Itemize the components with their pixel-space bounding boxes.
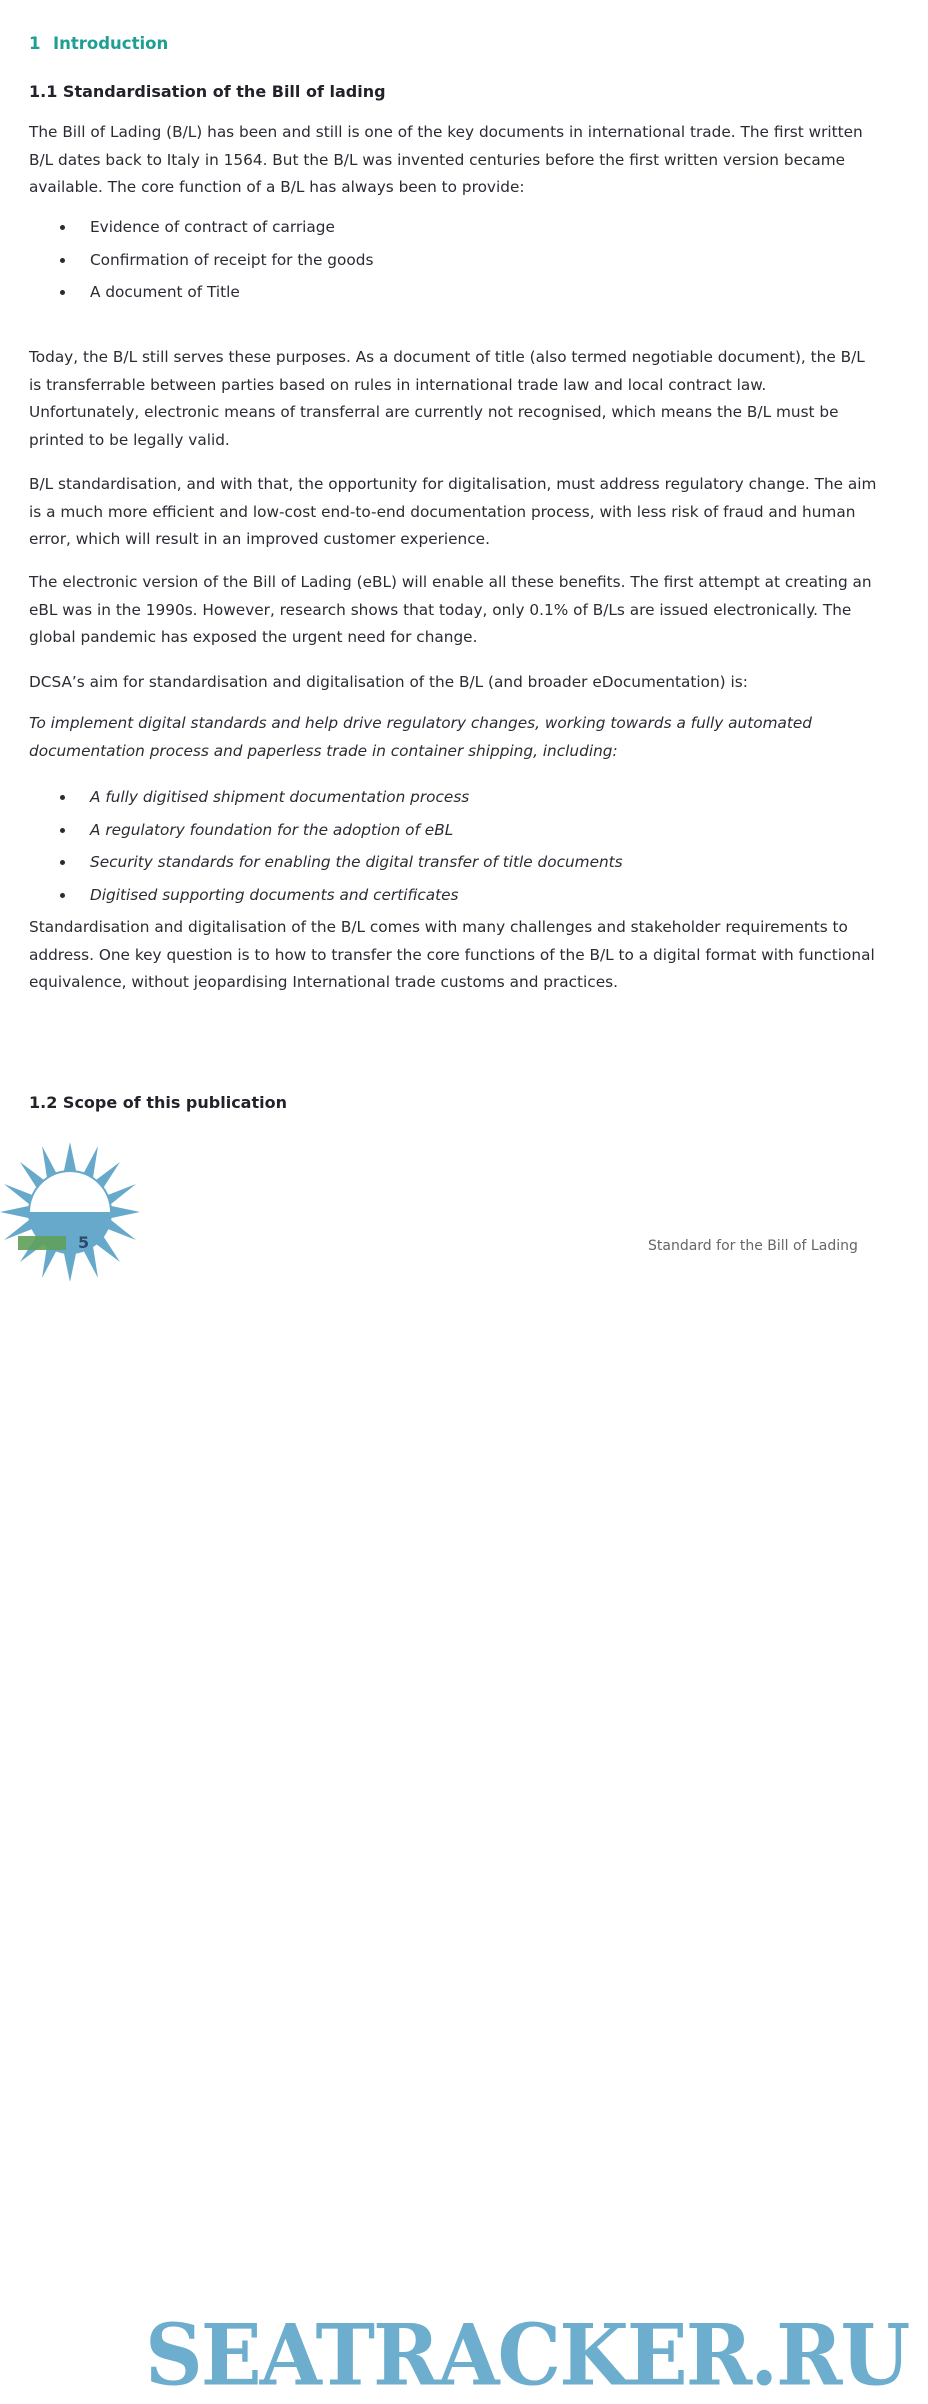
paragraph-4: The electronic version of the Bill of Lading (eBL) will enable all these benefits. The first attempt at creating an eBL was in the 1990s. However, research shows that today, only 0.1% of B/Ls are issued electronically. The global pandemic has exposed the urgent need for change. [29,573,872,646]
paragraph-3: B/L standardisation, and with that, the opportunity for digitalisation, must address regulatory change. The aim is a much more efficient and low-cost end-to-end documentation process, with less risk of fraud and human error, which will result in an improved customer experience. [29,475,877,548]
paragraph-2: Today, the B/L still serves these purposes. As a document of title (also termed negotiable document), the B/L is transferrable between parties based on rules in international trade law and local contract law. Unfortunately, electronic means of transferral are currently not recognised, which means the B/L must be printed to be legally valid. [29,348,865,449]
page-footer [0,1140,928,2404]
bullet-list-2 [58,781,878,911]
paragraph-5: DCSA’s aim for standardisation and digitalisation of the B/L (and broader eDocumentation) is: [29,673,748,691]
list-item: A regulatory foundation for the adoption of eBL [58,814,878,847]
list-item: A document of Title [58,276,878,309]
list-item: Digitised supporting documents and certificates [58,879,878,912]
section-heading-1-1: 1.1 Standardisation of the Bill of lading [29,82,386,101]
bullet-list-1 [58,211,878,309]
list-item: Confirmation of receipt for the goods [58,244,878,277]
watermark [145,2305,909,2404]
paragraph-7: Standardisation and digitalisation of the B/L comes with many challenges and stakeholder requirements to address. One key question is to how to transfer the core functions of the B/L to a digital format with functional equivalence, without jeopardising International trade customs and practices. [29,918,875,991]
page-number: 5 [78,1233,90,1252]
aim-statement: To implement digital standards and help drive regulatory changes, working towards a fully automated documentation process and paperless trade in container shipping, including: [29,714,813,760]
list-item: Security standards for enabling the digital transfer of title documents [58,846,878,879]
chapter-number: 1 [29,34,41,53]
sun-logo-icon [0,1140,140,1284]
watermark-text: SEATRACKER.RU [145,2305,909,2404]
list-item: A fully digitised shipment documentation process [58,781,878,814]
chapter-title: Introduction [53,34,169,53]
page-number-bar [18,1236,66,1250]
paragraph-1: The Bill of Lading (B/L) has been and still is one of the key documents in international trade. The first written B/L dates back to Italy in 1564. But the B/L was invented centuries before the first written version became available. The core function of a B/L has always been to provide: [29,123,863,196]
section-heading-1-2: 1.2 Scope of this publication [29,1093,287,1112]
list-item: Evidence of contract of carriage [58,211,878,244]
footer-document-title: Standard for the Bill of Lading [648,1238,858,1254]
chapter-heading [29,34,879,54]
